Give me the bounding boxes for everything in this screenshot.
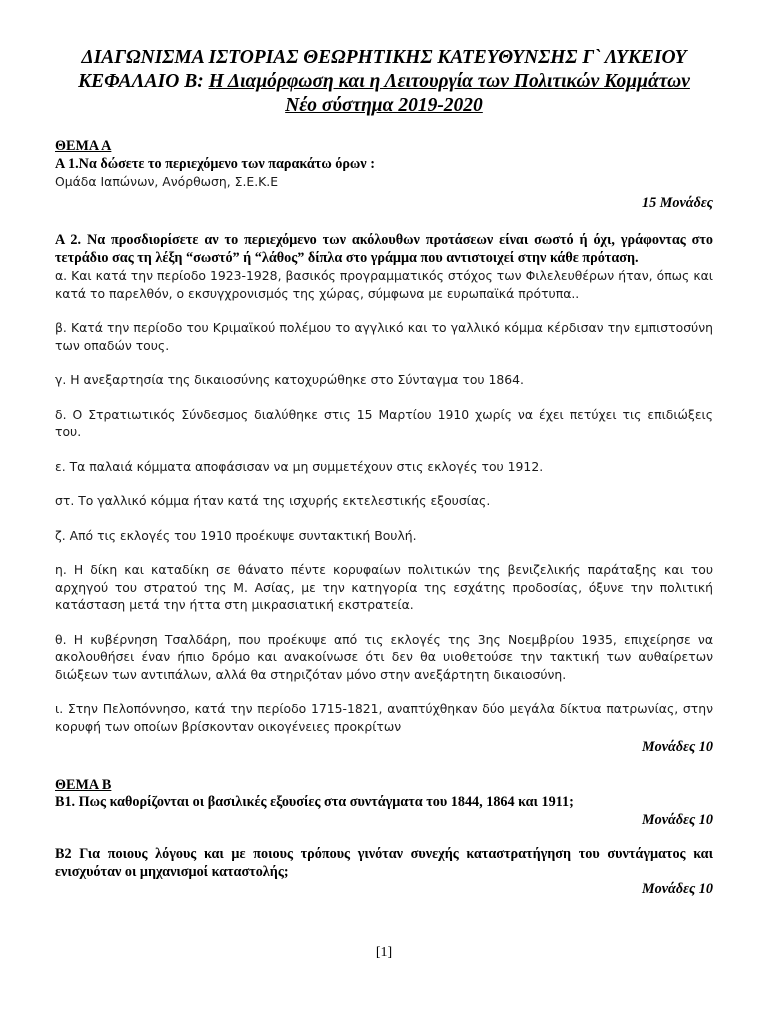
statement-delta: δ. Ο Στρατιωτικός Σύνδεσμος διαλύθηκε στις 15 Μαρτίου 1910 χωρίς να έχει πετύχει τις επιδιώξεις του. (55, 406, 713, 439)
question-a1: Α 1.Να δώσετε το περιεχόμενο των παρακάτω όρων : (55, 155, 375, 172)
title-line-3 (55, 94, 713, 118)
thema-a-heading: ΘΕΜΑ Α (55, 138, 112, 154)
question-b1: Β1. Πως καθορίζονται οι βασιλικές εξουσίες στα συντάγματα του 1844, 1864 και 1911; (55, 794, 574, 810)
question-a2: Α 2. Να προσδιορίσετε αν το περιεχόμενο των ακόλουθων προτάσεων είναι σωστό ή όχι, γράφοντας στο τετράδιο σας τη λέξη “σωστό” ή “λάθος” δίπλα στο γράμμα που αντιστοιχεί στην κάθε πρόταση. (55, 232, 713, 266)
chapter-label: ΚΕΦΑΛΑΙΟ Β: (78, 71, 209, 92)
statement-zeta: ζ. Από τις εκλογές του 1910 προέκυψε συντακτική Βουλή. (55, 527, 417, 543)
a2-points: Μονάδες 10 (642, 739, 713, 755)
statement-epsilon: ε. Τα παλαιά κόμματα αποφάσισαν να μη συμμετέχουν στις εκλογές του 1912. (55, 458, 544, 474)
title-line-1: ΔΙΑΓΩΝΙΣΜΑ ΙΣΤΟΡΙΑΣ ΘΕΩΡΗΤΙΚΗΣ ΚΑΤΕΥΘΥΝΣΗΣ Γ` ΛΥΚΕΙΟΥ (81, 47, 687, 68)
statement-gamma: γ. Η ανεξαρτησία της δικαιοσύνης κατοχυρώθηκε στο Σύνταγμα του 1864. (55, 372, 524, 387)
thema-b-section (55, 777, 713, 899)
statement-st: στ. Το γαλλικό κόμμα ήταν κατά της ισχυρής εκτελεστικής εξουσίας. (55, 493, 491, 508)
thema-b-heading: ΘΕΜΑ Β (55, 776, 112, 793)
b2-points: Μονάδες 10 (642, 881, 713, 897)
system-year: Νέο σύστημα 2019-2020 (285, 95, 483, 116)
chapter-title: Η Διαμόρφωση και η Λειτουργία των Πολιτικών Κομμάτων (208, 71, 690, 92)
b1-points: Μονάδες 10 (642, 811, 713, 828)
thema-a-section (55, 138, 713, 757)
a1-points: 15 Μονάδες (642, 194, 713, 211)
page-number: [1] (375, 945, 393, 960)
exam-page (55, 46, 713, 899)
statement-alpha: α. Και κατά την περίοδο 1923-1928, βασικός προγραμματικός στόχος των Φιλελευθέρων ήταν, όπως και κατά το παρελθόν, ο εκσυγχρονισμός της χώρας, σύμφωνα με ευρωπαϊκά πρότυπα.. (55, 268, 713, 301)
statement-beta: β. Κατά την περίοδο του Κριμαϊκού πολέμου το αγγλικό και το γαλλικό κόμμα κέρδισαν την εμπιστοσύνη των οπαδών τους. (55, 320, 713, 353)
a1-terms: Ομάδα Ιαπώνων, Ανόρθωση, Σ.Ε.Κ.Ε (55, 174, 279, 189)
statement-iota: ι. Στην Πελοπόννησο, κατά την περίοδο 1715-1821, αναπτύχθηκαν δύο μεγάλα δίκτυα πατρωνίας, στην κορυφή των οποίων βρίσκονταν οικογένειες προκρίτων (55, 701, 713, 734)
document-title (55, 46, 713, 118)
statement-eta: η. Η δίκη και καταδίκη σε θάνατο πέντε κορυφαίων πολιτικών της βενιζελικής παράταξης και του αρχηγού του στρατού της Μ. Ασίας, με την κατηγορία της εσχάτης προδοσίας, όξυνε την πολιτική κατάσταση μετά την ήττα στη μικρασιατική εκστρατεία. (55, 562, 713, 612)
title-line-2 (55, 70, 713, 94)
statement-theta: θ. Η κυβέρνηση Τσαλδάρη, που προέκυψε από τις εκλογές της 3ης Νοεμβρίου 1935, επιχείρησε να ακολουθήσει έναν ήπιο δρόμο και ανακοίνωσε ότι δεν θα υιοθετούσε την τακτική των αυθαίρετων διώξεων των αντιπάλων, αλλά θα στηριζόταν μόνο στην ανεξάρτητη δικαιοσύνη. (55, 631, 713, 682)
question-b2: Β2 Για ποιους λόγους και με ποιους τρόπους γινόταν συνεχής καταστρατήγηση του συντάγματος και ενισχυόταν οι μηχανισμοί καταστολής; (55, 846, 713, 880)
